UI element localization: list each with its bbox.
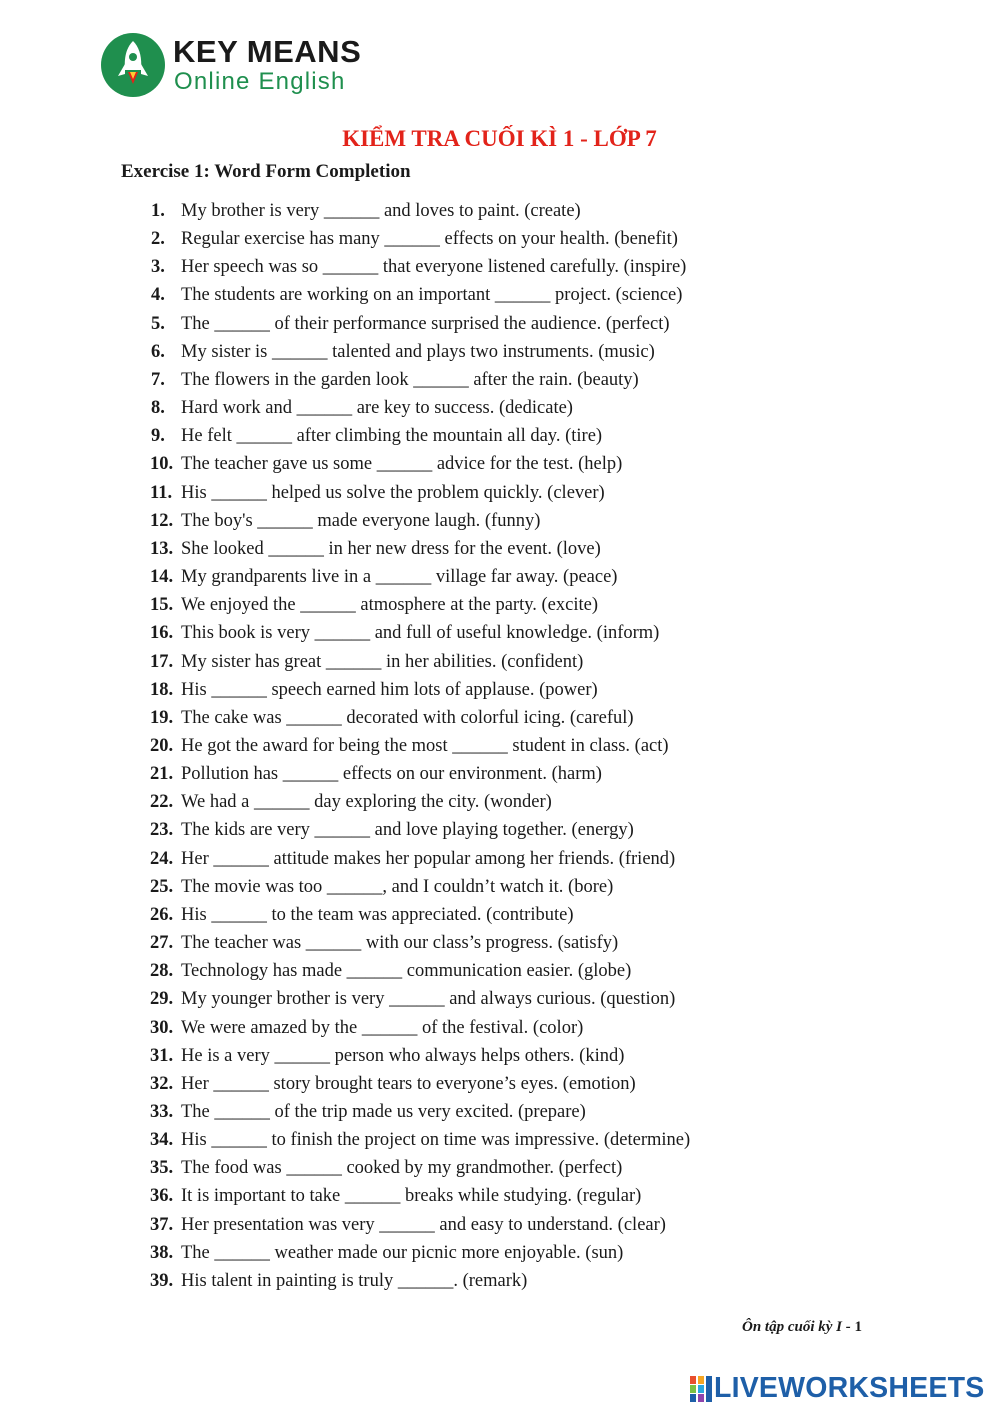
question-number: 35. (150, 1158, 174, 1179)
question-number: 6. (151, 341, 165, 362)
question-text: The movie was too ______, and I couldn’t watch it. (bore) (181, 876, 614, 897)
question-number: 16. (150, 623, 174, 644)
page-footer (742, 1319, 862, 1336)
question-text: The ______ of the trip made us very excited. (prepare) (181, 1102, 586, 1122)
question-text: Technology has made ______ communication easier. (globe) (181, 961, 632, 982)
question-text: My grandparents live in a ______ village far away. (peace) (181, 567, 618, 588)
question-text: The flowers in the garden look ______ after the rain. (beauty) (181, 369, 639, 390)
question-text: The teacher gave us some ______ advice for the test. (help) (181, 454, 623, 475)
question-text: Her presentation was very ______ and easy to understand. (clear) (181, 1214, 666, 1235)
question-text: The cake was ______ decorated with colorful icing. (careful) (181, 707, 634, 728)
question-text: The kids are very ______ and love playing together. (energy) (181, 820, 634, 841)
question-number: 18. (150, 679, 174, 700)
question-number: 28. (150, 961, 174, 982)
question-number: 24. (150, 848, 174, 869)
footer-page-number: 1 (854, 1319, 862, 1335)
liveworksheets-icon (690, 1376, 712, 1402)
question-number: 17. (150, 651, 174, 672)
logo-subtitle: Online English (174, 68, 346, 95)
question-number: 10. (150, 454, 174, 475)
question-number: 22. (150, 792, 174, 813)
question-text: It is important to take ______ breaks while studying. (regular) (181, 1186, 642, 1207)
question-text: My brother is very ______ and loves to paint. (create) (181, 201, 581, 221)
question-text: The ______ weather made our picnic more enjoyable. (sun) (181, 1242, 624, 1263)
question-text: The teacher was ______ with our class’s progress. (satisfy) (181, 933, 619, 954)
question-text: We were amazed by the ______ of the festival. (color) (181, 1017, 584, 1038)
question-text: My sister has great ______ in her abilities. (confident) (181, 651, 584, 672)
question-text: Regular exercise has many ______ effects on your health. (benefit) (181, 229, 678, 250)
question-number: 11. (150, 482, 173, 503)
question-text: Pollution has ______ effects on our environment. (harm) (181, 764, 602, 785)
question-number: 14. (150, 567, 174, 588)
question-text: His ______ speech earned him lots of applause. (power) (181, 679, 598, 700)
question-text: His ______ to finish the project on time was impressive. (determine) (181, 1130, 691, 1151)
question-number: 4. (151, 285, 165, 306)
question-text: She looked ______ in her new dress for the event. (love) (181, 538, 601, 559)
question-text: The ______ of their performance surprised the audience. (perfect) (181, 313, 670, 334)
question-number: 8. (151, 398, 165, 419)
question-number: 12. (150, 510, 174, 531)
exercise-heading: Exercise 1: Word Form Completion (121, 161, 411, 182)
rocket-logo-icon (100, 32, 166, 98)
question-number: 32. (150, 1073, 174, 1094)
question-text: We had a ______ day exploring the city. (wonder) (181, 792, 552, 813)
question-text: Hard work and ______ are key to success. (dedicate) (181, 398, 573, 419)
question-text: He felt ______ after climbing the mountain all day. (tire) (181, 426, 603, 447)
question-text: Her speech was so ______ that everyone listened carefully. (inspire) (181, 257, 687, 278)
question-number: 19. (150, 707, 174, 728)
question-number: 26. (150, 904, 174, 925)
question-number: 3. (151, 257, 165, 278)
question-number: 21. (150, 764, 174, 785)
question-number: 29. (150, 989, 174, 1010)
question-number: 33. (150, 1102, 174, 1122)
question-number: 34. (150, 1130, 174, 1151)
question-text: Her ______ attitude makes her popular among her friends. (friend) (181, 848, 676, 869)
question-text: His ______ helped us solve the problem quickly. (clever) (181, 482, 605, 503)
question-text: My younger brother is very ______ and always curious. (question) (181, 989, 676, 1010)
question-number: 25. (150, 876, 174, 897)
question-number: 39. (150, 1270, 174, 1291)
question-text: He got the award for being the most ______ student in class. (act) (181, 735, 669, 756)
question-number: 30. (150, 1017, 174, 1038)
question-number: 27. (150, 933, 174, 954)
question-text: We enjoyed the ______ atmosphere at the party. (excite) (181, 595, 598, 616)
page-title: KIỂM TRA CUỐI KÌ 1 - LỚP 7 (342, 126, 657, 151)
question-number: 13. (150, 538, 174, 559)
question-text: The food was ______ cooked by my grandmother. (perfect) (181, 1158, 623, 1179)
question-text: The students are working on an important ______ project. (science) (181, 285, 683, 306)
question-number: 20. (150, 735, 174, 756)
question-text: His talent in painting is truly ______. (remark) (181, 1270, 528, 1291)
question-number: 38. (150, 1242, 174, 1263)
question-number: 1. (151, 201, 165, 221)
question-text: He is a very ______ person who always helps others. (kind) (181, 1045, 625, 1066)
question-text: The boy's ______ made everyone laugh. (funny) (181, 510, 541, 531)
question-text: My sister is ______ talented and plays two instruments. (music) (181, 341, 655, 362)
question-number: 31. (150, 1045, 174, 1066)
question-number: 36. (150, 1186, 174, 1207)
key-means-logo (100, 30, 400, 96)
logo-title: KEY MEANS (173, 34, 362, 69)
question-number: 23. (150, 820, 174, 841)
question-number: 2. (151, 229, 165, 250)
question-number: 9. (151, 426, 165, 447)
question-number: 37. (150, 1214, 174, 1235)
question-text: His ______ to the team was appreciated. (contribute) (181, 904, 574, 925)
liveworksheets-text: LIVEWORKSHEETS (714, 1372, 985, 1404)
question-text: This book is very ______ and full of useful knowledge. (inform) (181, 623, 660, 644)
question-number: 15. (150, 595, 174, 616)
question-number: 7. (151, 369, 165, 390)
liveworksheets-watermark (690, 1372, 990, 1408)
question-text: Her ______ story brought tears to everyone’s eyes. (emotion) (181, 1073, 636, 1094)
question-number: 5. (151, 313, 165, 334)
footer-label: Ôn tập cuối kỳ I - (742, 1319, 851, 1335)
